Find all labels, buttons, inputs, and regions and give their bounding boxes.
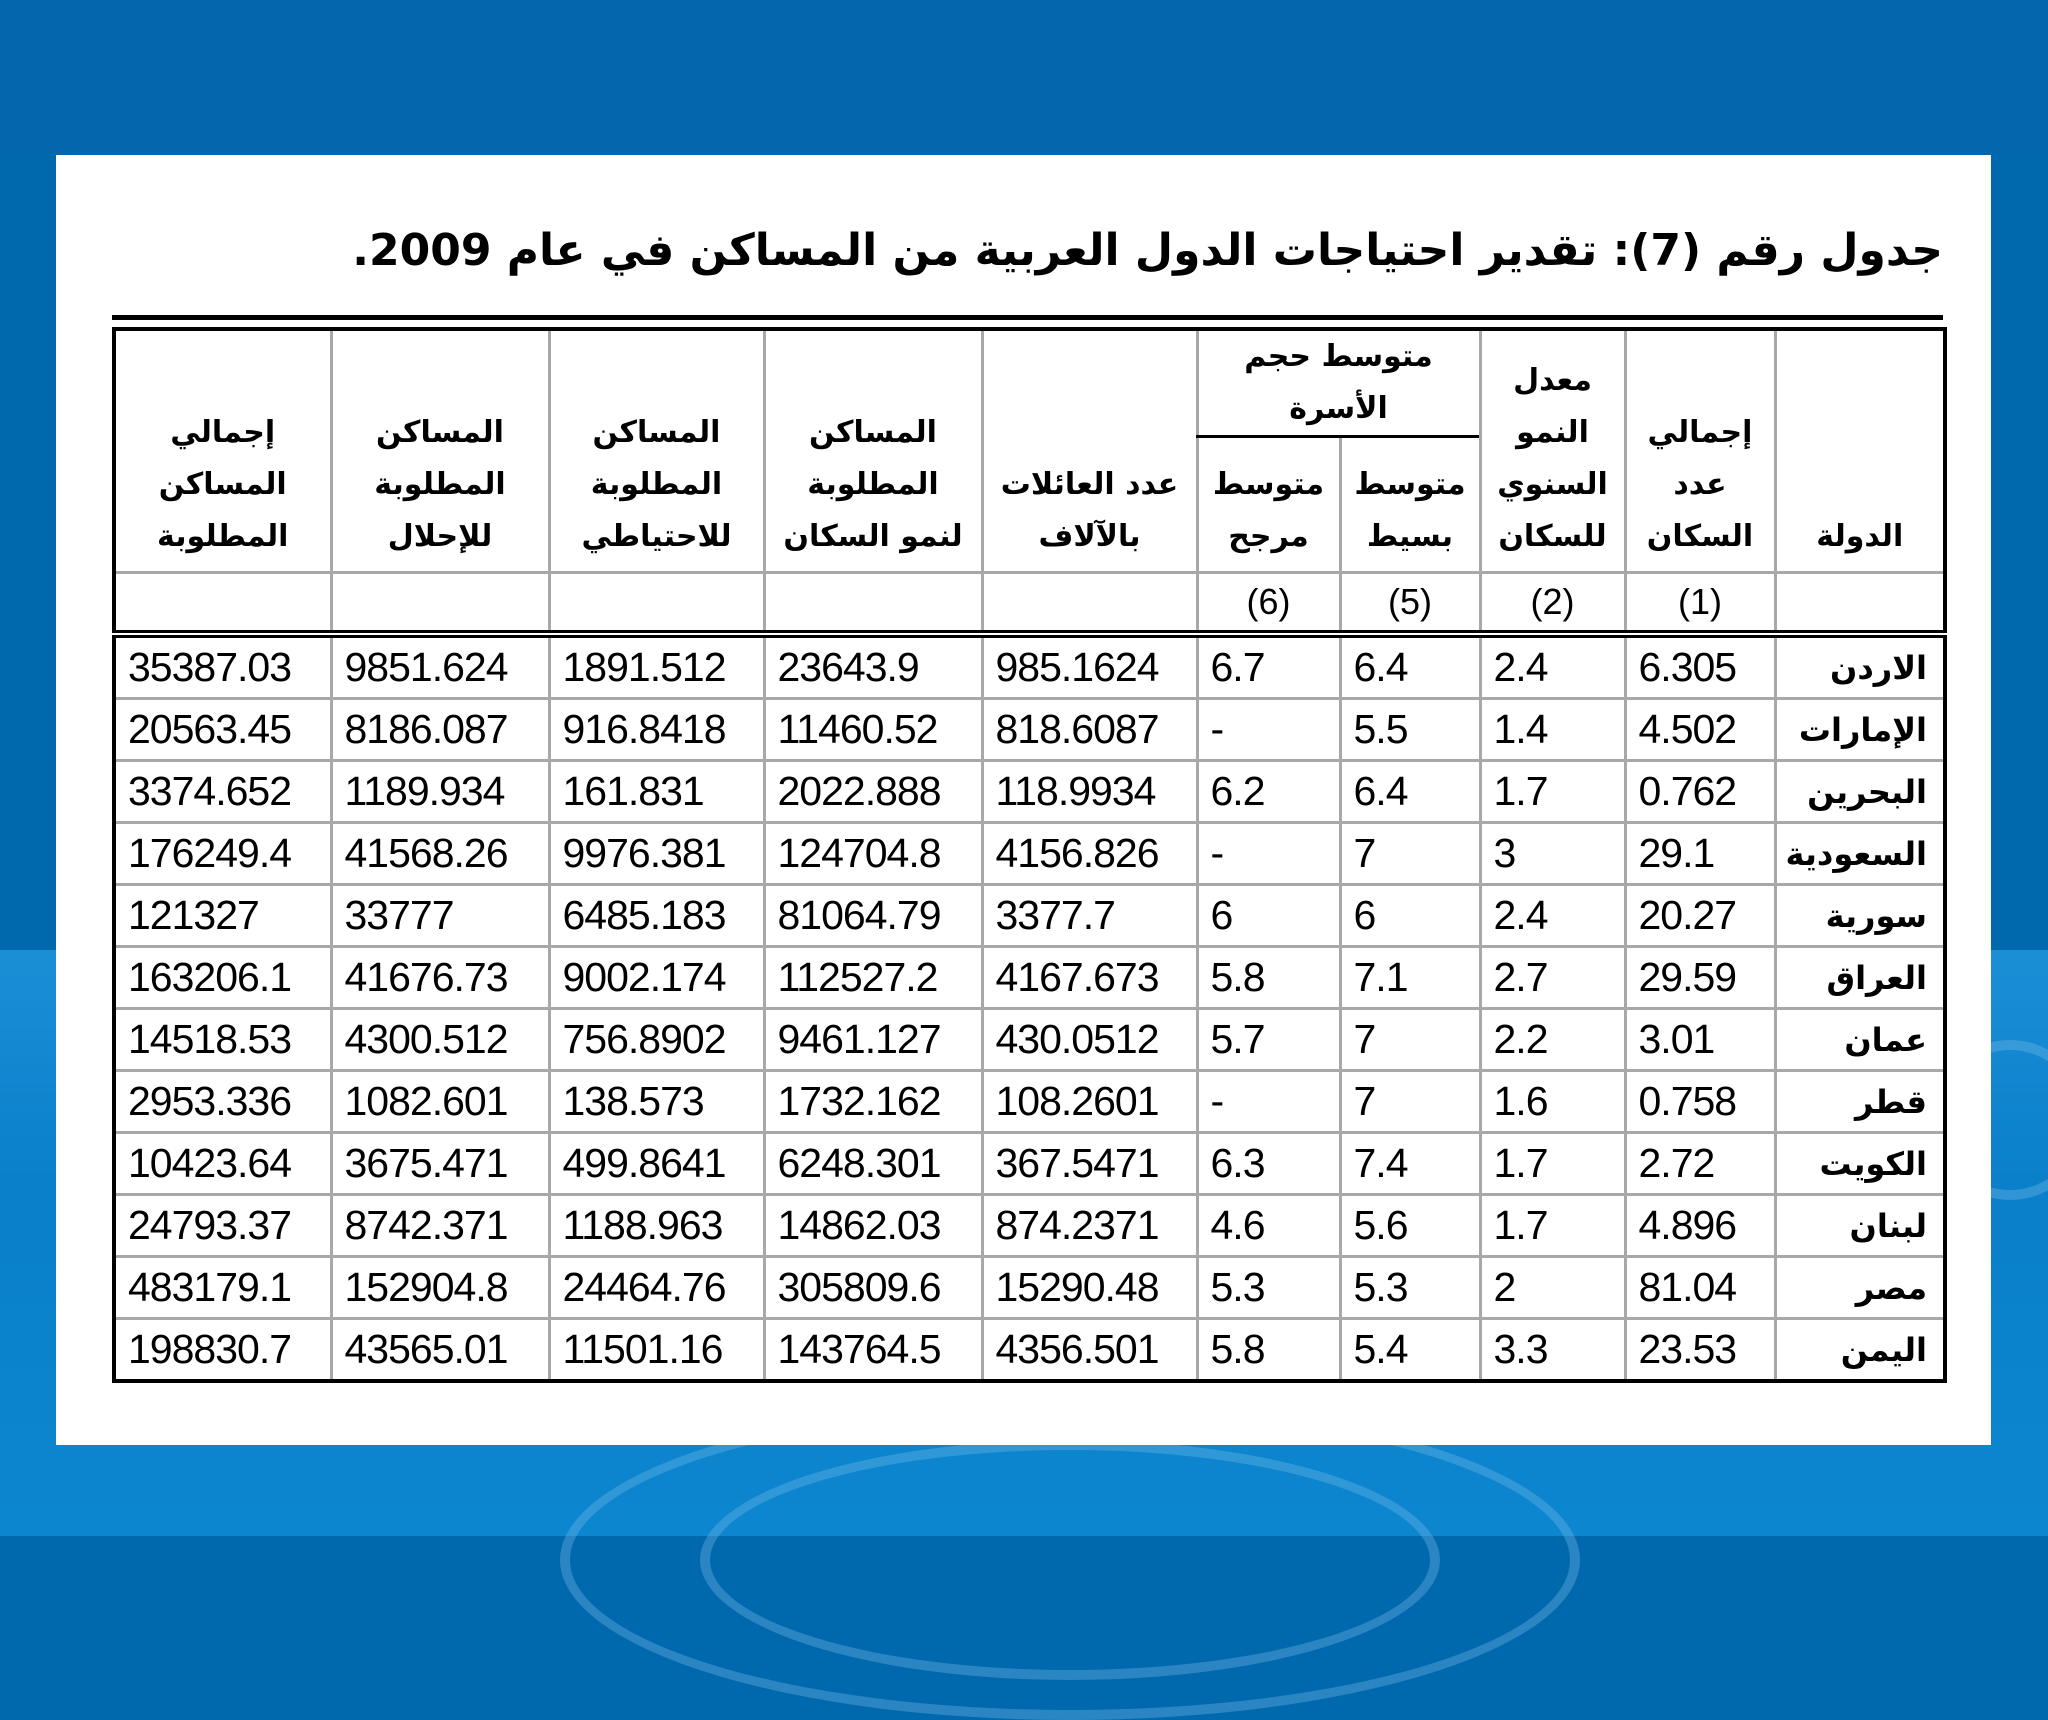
header-growth-housing: المساكن المطلوبة لنمو السكان (764, 329, 982, 573)
background-top (0, 0, 2048, 155)
table-cell: 1188.963 (549, 1195, 764, 1257)
table-cell: 35387.03 (114, 634, 331, 699)
table-cell: 7.1 (1340, 947, 1480, 1009)
table-cell: 483179.1 (114, 1257, 331, 1319)
table-cell: 4.6 (1197, 1195, 1340, 1257)
table-cell: 3.01 (1625, 1009, 1775, 1071)
header-families: عدد العائلات بالآلاف (982, 329, 1197, 573)
table-cell: 11460.52 (764, 699, 982, 761)
column-number-cell (764, 573, 982, 635)
table-cell: 24464.76 (549, 1257, 764, 1319)
table-cell: 23643.9 (764, 634, 982, 699)
table-cell: 499.8641 (549, 1133, 764, 1195)
table-cell: 81.04 (1625, 1257, 1775, 1319)
table-cell: 0.762 (1625, 761, 1775, 823)
table-cell: 6.4 (1340, 634, 1480, 699)
header-weighted-average: متوسط مرجح (1197, 437, 1340, 573)
table-cell: 29.1 (1625, 823, 1775, 885)
table-cell: 6.2 (1197, 761, 1340, 823)
table-cell: 3374.652 (114, 761, 331, 823)
table-cell: 8742.371 (331, 1195, 549, 1257)
table-cell: 1891.512 (549, 634, 764, 699)
table-row (114, 1009, 1945, 1071)
table-cell: 11501.16 (549, 1319, 764, 1382)
country-cell: اليمن (1775, 1319, 1945, 1382)
table-cell: 41676.73 (331, 947, 549, 1009)
column-number-cell (549, 573, 764, 635)
table-row (114, 947, 1945, 1009)
table-row (114, 761, 1945, 823)
table-cell: 121327 (114, 885, 331, 947)
table-cell: 2.4 (1480, 634, 1625, 699)
column-number-cell (114, 573, 331, 635)
column-number-cell (1775, 573, 1945, 635)
table-cell: 6248.301 (764, 1133, 982, 1195)
column-number-row (114, 573, 1945, 635)
table-cell: 3675.471 (331, 1133, 549, 1195)
table-cell: 6.4 (1340, 761, 1480, 823)
country-cell: العراق (1775, 947, 1945, 1009)
table-row (114, 1133, 1945, 1195)
table-cell: 1082.601 (331, 1071, 549, 1133)
title-rule (112, 315, 1943, 320)
table-cell: 9461.127 (764, 1009, 982, 1071)
table-row (114, 1319, 1945, 1382)
table-cell: 1.6 (1480, 1071, 1625, 1133)
table-cell: 367.5471 (982, 1133, 1197, 1195)
country-cell: السعودية (1775, 823, 1945, 885)
table-cell: 2.7 (1480, 947, 1625, 1009)
table-cell: 1.7 (1480, 1195, 1625, 1257)
table-cell: 305809.6 (764, 1257, 982, 1319)
table-cell: 7 (1340, 1009, 1480, 1071)
table-row (114, 1257, 1945, 1319)
table-cell: 0.758 (1625, 1071, 1775, 1133)
header-country: الدولة (1775, 329, 1945, 573)
table-cell: 124704.8 (764, 823, 982, 885)
table-cell: 5.3 (1197, 1257, 1340, 1319)
table-cell: 5.8 (1197, 1319, 1340, 1382)
table-cell: 138.573 (549, 1071, 764, 1133)
table-cell: 118.9934 (982, 761, 1197, 823)
header-simple-average: متوسط بسيط (1340, 437, 1480, 573)
country-cell: لبنان (1775, 1195, 1945, 1257)
table-cell: 6 (1197, 885, 1340, 947)
table-row (114, 823, 1945, 885)
table-cell: 10423.64 (114, 1133, 331, 1195)
column-number-cell (982, 573, 1197, 635)
table-cell: 43565.01 (331, 1319, 549, 1382)
header-growth-rate: معدل النمو السنوي للسكان (1480, 329, 1625, 573)
table-cell: 9851.624 (331, 634, 549, 699)
table-cell: 874.2371 (982, 1195, 1197, 1257)
table-cell: 2 (1480, 1257, 1625, 1319)
table-cell: 5.6 (1340, 1195, 1480, 1257)
table-cell: 2.2 (1480, 1009, 1625, 1071)
table-cell: 1.7 (1480, 1133, 1625, 1195)
table-cell: 8186.087 (331, 699, 549, 761)
table-cell: 6 (1340, 885, 1480, 947)
table-cell: 2022.888 (764, 761, 982, 823)
table-cell: 1.4 (1480, 699, 1625, 761)
country-cell: البحرين (1775, 761, 1945, 823)
table-cell: 818.6087 (982, 699, 1197, 761)
table-cell: 2.72 (1625, 1133, 1775, 1195)
country-cell: سورية (1775, 885, 1945, 947)
table-cell: 3377.7 (982, 885, 1197, 947)
table-cell: 430.0512 (982, 1009, 1197, 1071)
country-cell: الكويت (1775, 1133, 1945, 1195)
table-cell: 108.2601 (982, 1071, 1197, 1133)
table-cell: 5.8 (1197, 947, 1340, 1009)
table-cell: 3.3 (1480, 1319, 1625, 1382)
table-cell: 2.4 (1480, 885, 1625, 947)
table-row (114, 634, 1945, 699)
country-cell: مصر (1775, 1257, 1945, 1319)
table-cell: 756.8902 (549, 1009, 764, 1071)
table-cell: - (1197, 699, 1340, 761)
table-cell: 1189.934 (331, 761, 549, 823)
table-cell: 7 (1340, 823, 1480, 885)
table-cell: 29.59 (1625, 947, 1775, 1009)
country-cell: عمان (1775, 1009, 1945, 1071)
table-cell: 33777 (331, 885, 549, 947)
table-cell: 5.7 (1197, 1009, 1340, 1071)
table-cell: - (1197, 823, 1340, 885)
table-cell: 6.7 (1197, 634, 1340, 699)
table-cell: 7.4 (1340, 1133, 1480, 1195)
table-cell: 4167.673 (982, 947, 1197, 1009)
table-row (114, 699, 1945, 761)
table-cell: 4.896 (1625, 1195, 1775, 1257)
table-cell: 3 (1480, 823, 1625, 885)
ripple-decoration (700, 1440, 1440, 1680)
header-replacement-housing: المساكن المطلوبة للإحلال (331, 329, 549, 573)
content-sheet (56, 155, 1991, 1445)
column-number-cell: (1) (1625, 573, 1775, 635)
table-cell: 1732.162 (764, 1071, 982, 1133)
table-cell: 14862.03 (764, 1195, 982, 1257)
table-row (114, 885, 1945, 947)
column-number-cell: (5) (1340, 573, 1480, 635)
table-cell: 15290.48 (982, 1257, 1197, 1319)
table-cell: 985.1624 (982, 634, 1197, 699)
table-cell: 5.3 (1340, 1257, 1480, 1319)
column-number-cell: (6) (1197, 573, 1340, 635)
table-cell: 6.305 (1625, 634, 1775, 699)
table-cell: 6.3 (1197, 1133, 1340, 1195)
table-cell: 916.8418 (549, 699, 764, 761)
column-number-cell: (2) (1480, 573, 1625, 635)
table-row (114, 1195, 1945, 1257)
table-cell: 143764.5 (764, 1319, 982, 1382)
table-row (114, 1071, 1945, 1133)
table-cell: 161.831 (549, 761, 764, 823)
housing-needs-table (112, 327, 1947, 1383)
header-population: إجمالي عدد السكان (1625, 329, 1775, 573)
table-cell: 23.53 (1625, 1319, 1775, 1382)
table-cell: 112527.2 (764, 947, 982, 1009)
header-row (114, 329, 1945, 437)
table-cell: 20563.45 (114, 699, 331, 761)
column-number-cell (331, 573, 549, 635)
table-cell: 1.7 (1480, 761, 1625, 823)
table-title: جدول رقم (7): تقدير احتياجات الدول العربية من المساكن في عام 2009. (352, 225, 1943, 276)
table-cell: 4.502 (1625, 699, 1775, 761)
table-cell: 163206.1 (114, 947, 331, 1009)
table-cell: 152904.8 (331, 1257, 549, 1319)
table-cell: 24793.37 (114, 1195, 331, 1257)
table-cell: 14518.53 (114, 1009, 331, 1071)
table-cell: 2953.336 (114, 1071, 331, 1133)
header-family-size: متوسط حجم الأسرة (1197, 329, 1480, 437)
table-cell: 20.27 (1625, 885, 1775, 947)
country-cell: الإمارات (1775, 699, 1945, 761)
table-cell: 4356.501 (982, 1319, 1197, 1382)
table-cell: 9002.174 (549, 947, 764, 1009)
table-cell: 4300.512 (331, 1009, 549, 1071)
table-cell: 9976.381 (549, 823, 764, 885)
country-cell: الاردن (1775, 634, 1945, 699)
table-cell: 41568.26 (331, 823, 549, 885)
table-cell: 6485.183 (549, 885, 764, 947)
table-cell: 198830.7 (114, 1319, 331, 1382)
table-cell: 4156.826 (982, 823, 1197, 885)
table-cell: 5.5 (1340, 699, 1480, 761)
table-cell: 176249.4 (114, 823, 331, 885)
table-cell: 81064.79 (764, 885, 982, 947)
country-cell: قطر (1775, 1071, 1945, 1133)
table-cell: - (1197, 1071, 1340, 1133)
table-cell: 5.4 (1340, 1319, 1480, 1382)
header-total-housing: إجمالي المساكن المطلوبة (114, 329, 331, 573)
header-reserve-housing: المساكن المطلوبة للاحتياطي (549, 329, 764, 573)
table-cell: 7 (1340, 1071, 1480, 1133)
